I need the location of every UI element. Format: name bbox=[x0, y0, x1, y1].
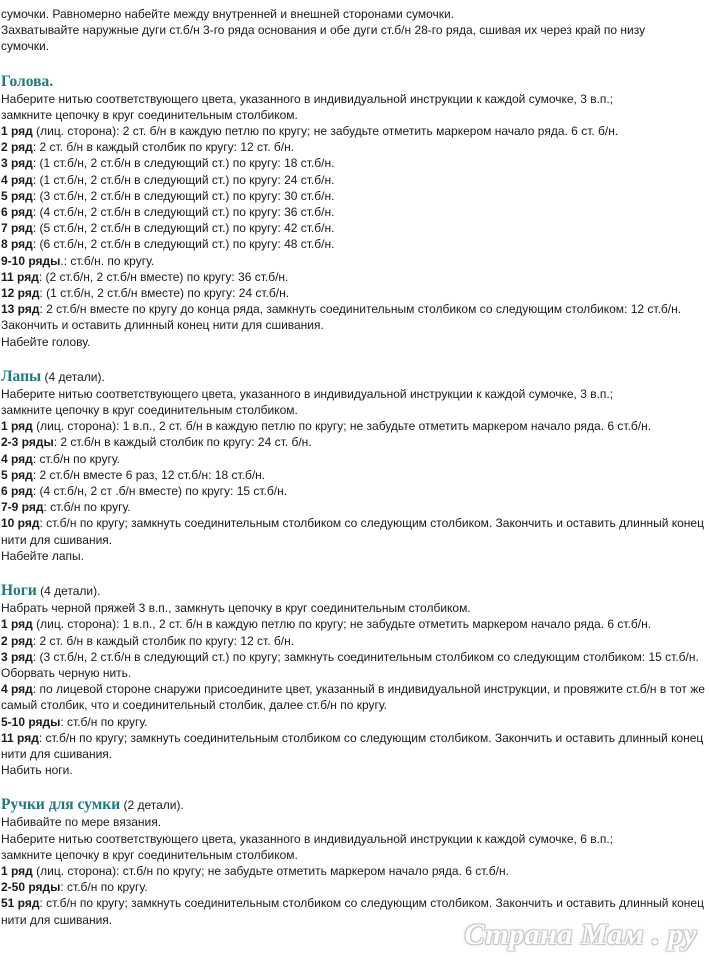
section-title-text: Ноги bbox=[1, 582, 37, 600]
instruction-line: замкните цепочку в круг соединительным столбиком. bbox=[1, 107, 298, 122]
section-footer: Набейте голову. bbox=[1, 334, 91, 349]
row-label: 1 ряд bbox=[1, 863, 33, 878]
instruction-line: замкните цепочку в круг соединительным столбиком. bbox=[1, 403, 298, 418]
row-label: 5-10 ряды bbox=[1, 714, 61, 729]
instruction-line: замкните цепочку в круг соединительным столбиком. bbox=[1, 847, 298, 862]
row-text: : ст.б/н по кругу; замкнуть соединительным столбиком со следующим столбиком. Закончить и оставить длинный конец нити для сшивания. bbox=[1, 516, 704, 547]
section-count: (4 детали). bbox=[36, 584, 101, 599]
intro-line: Захватывайте наружные дуги ст.б/н 3-го ряда основания и обе дуги ст.б/н 28-го ряда, сшивая их через край по низу bbox=[1, 23, 646, 38]
row-instruction bbox=[1, 730, 705, 762]
row-text: .: ст.б/н. по кругу. bbox=[60, 253, 155, 268]
row-instruction bbox=[1, 616, 705, 632]
row-label: 4 ряд bbox=[1, 451, 33, 466]
row-label: 6 ряд bbox=[1, 484, 33, 499]
row-instruction bbox=[1, 483, 705, 499]
row-text: : (2 ст.б/н, 2 ст.б/н вместе) по кругу: 36 ст.б/н. bbox=[38, 269, 289, 284]
row-text: : (5 ст.б/н, 2 ст.б/н в следующий ст.) по кругу: 42 ст.б/н. bbox=[32, 221, 335, 236]
section-title bbox=[1, 796, 705, 814]
row-label: 11 ряд bbox=[1, 730, 39, 745]
section-title bbox=[1, 582, 705, 600]
row-label: 13 ряд bbox=[1, 302, 40, 317]
row-text: : (4 ст.б/н, 2 ст.б/н в следующий ст.) по кругу: 36 ст.б/н. bbox=[32, 205, 335, 220]
row-label: 10 ряд bbox=[1, 516, 40, 531]
section-head bbox=[1, 73, 705, 350]
section-title-text: Лапы bbox=[1, 367, 42, 385]
row-text: : (3 ст.б/н, 2 ст.б/н в следующий ст.) по кругу: 30 ст.б/н. bbox=[32, 188, 335, 203]
row-instruction bbox=[1, 649, 705, 681]
row-text: : (3 ст.б/н, 2 ст.б/н в следующий ст.) по кругу; замкнуть соединительным столбиком со следующим столбиком: 15 ст.б/н. Оборвать черную нить. bbox=[1, 649, 699, 680]
row-text: (лиц. сторона): 1 в.п., 2 ст. б/н в каждую петлю по кругу; не забудьте отметить маркером начало ряда. 6 ст.б/н. bbox=[32, 419, 652, 434]
section-count: (2 детали). bbox=[120, 798, 184, 813]
row-label: 51 ряд bbox=[1, 896, 40, 911]
row-instruction bbox=[1, 139, 705, 155]
section-title bbox=[1, 368, 705, 386]
section-handles bbox=[1, 796, 705, 927]
row-label: 2-50 ряды bbox=[1, 880, 61, 895]
row-instruction bbox=[1, 220, 705, 236]
row-instruction bbox=[1, 879, 705, 895]
intro-line: сумочки. bbox=[1, 39, 50, 54]
row-label: 4 ряд bbox=[1, 172, 33, 187]
row-instruction bbox=[1, 253, 705, 269]
row-text: : (4 ст.б/н, 2 ст .б/н вместе) по кругу: 15 ст.б/н. bbox=[32, 484, 288, 499]
row-label: 11 ряд bbox=[1, 269, 39, 284]
row-label: 2-3 ряды bbox=[1, 435, 54, 450]
row-label: 7 ряд bbox=[1, 221, 33, 236]
row-label: 4 ряд bbox=[1, 682, 33, 697]
instruction-line: Наберите нитью соответствующего цвета, указанного в индивидуальной инструкции к каждой сумочке, 3 в.п.; bbox=[1, 91, 614, 106]
row-label: 1 ряд bbox=[1, 124, 33, 139]
row-text: : 2 ст.б/н в каждый столбик по кругу: 24 ст. б/н. bbox=[53, 435, 312, 450]
row-text: (лиц. сторона): ст.б/н по кругу; не забудьте отметить маркером начало ряда. 6 ст.б/н. bbox=[32, 863, 509, 878]
row-label: 8 ряд bbox=[1, 237, 33, 252]
row-text: : ст.б/н по кругу. bbox=[60, 880, 148, 895]
row-text: : ст.б/н по кругу. bbox=[60, 714, 148, 729]
row-label: 1 ряд bbox=[1, 419, 33, 434]
row-label: 7-9 ряд bbox=[1, 500, 44, 515]
row-text: : 2 ст.б/н вместе по кругу до конца ряда, замкнуть соединительным столбиком со следующим столбиком: 12 ст.б/н. Закончить и оставить длинный конец нити для сшивания. bbox=[1, 302, 682, 333]
row-label: 9-10 ряды bbox=[1, 253, 61, 268]
row-instruction bbox=[1, 204, 705, 220]
row-instruction bbox=[1, 633, 705, 649]
instruction-line: Набивайте по мере вязания. bbox=[1, 815, 162, 830]
row-label: 12 ряд bbox=[1, 286, 40, 301]
row-label: 2 ряд bbox=[1, 633, 33, 648]
row-label: 3 ряд bbox=[1, 156, 33, 171]
row-text: : ст.б/н по кругу; замкнуть соединительным столбиком со следующим столбиком. Закончить и оставить длинный конец нити для сшивания. bbox=[1, 730, 704, 761]
row-text: : по лицевой стороне снаружи присоедините цвет, указанный в индивидуальной инструкции, и провяжите ст.б/н в тот же самый столбик, что и соединительный столбик, далее ст.б/н по кругу. bbox=[1, 682, 705, 713]
row-instruction bbox=[1, 123, 705, 139]
intro-section bbox=[1, 6, 705, 55]
row-instruction bbox=[1, 188, 705, 204]
row-instruction bbox=[1, 863, 705, 879]
row-text: (лиц. сторона): 2 ст. б/н в каждую петлю по кругу; не забудьте отметить маркером начало ряда. 6 ст. б/н. bbox=[32, 124, 619, 139]
section-footer: Набить ноги. bbox=[1, 763, 73, 778]
row-label: 3 ряд bbox=[1, 649, 33, 664]
row-text: : 2 ст. б/н в каждый столбик по кругу: 12 ст. б/н. bbox=[32, 633, 295, 648]
row-text: : ст.б/н по кругу; замкнуть соединительным столбиком со следующим столбиком. Закончить и оставить длинный конец нити для сшивания. bbox=[1, 896, 704, 927]
row-instruction bbox=[1, 172, 705, 188]
row-text: : 2 ст. б/н в каждый столбик по кругу: 12 ст. б/н. bbox=[32, 140, 295, 155]
row-text: : 2 ст.б/н вместе 6 раз, 12 ст.б/н: 18 ст.б/н. bbox=[32, 467, 266, 482]
row-label: 2 ряд bbox=[1, 140, 33, 155]
row-text: : (1 ст.б/н, 2 ст.б/н в следующий ст.) по кругу: 18 ст.б/н. bbox=[32, 156, 335, 171]
row-instruction bbox=[1, 269, 705, 285]
section-title-text: Ручки для сумки bbox=[1, 796, 121, 814]
row-instruction bbox=[1, 451, 705, 467]
row-text: (лиц. сторона): 1 в.п., 2 ст. б/н в каждую петлю по кругу; не забудьте отметить маркером начало ряда. 6 ст.б/н. bbox=[32, 617, 652, 632]
intro-line: сумочки. Равномерно набейте между внутренней и внешней сторонами сумочки. bbox=[1, 7, 455, 21]
row-instruction bbox=[1, 499, 705, 515]
row-label: 6 ряд bbox=[1, 205, 33, 220]
row-text: : (6 ст.б/н, 2 ст.б/н в следующий ст.) по кругу: 48 ст.б/н. bbox=[32, 237, 335, 252]
section-count: (4 детали). bbox=[41, 369, 105, 384]
row-text: : ст.б/н по кругу. bbox=[32, 451, 120, 466]
section-footer: Набейте лапы. bbox=[1, 548, 84, 563]
row-text: : (1 ст.б/н, 2 ст.б/н вместе) по кругу: 24 ст.б/н. bbox=[39, 286, 290, 301]
row-instruction bbox=[1, 301, 705, 333]
row-instruction bbox=[1, 434, 705, 450]
row-instruction bbox=[1, 681, 705, 713]
row-instruction bbox=[1, 236, 705, 252]
section-title: Голова. bbox=[1, 72, 54, 90]
row-label: 5 ряд bbox=[1, 467, 33, 482]
row-instruction bbox=[1, 467, 705, 483]
row-instruction bbox=[1, 714, 705, 730]
row-label: 5 ряд bbox=[1, 188, 33, 203]
section-paws bbox=[1, 368, 705, 564]
row-text: : ст.б/н по кругу. bbox=[43, 500, 131, 515]
row-label: 1 ряд bbox=[1, 617, 33, 632]
row-instruction bbox=[1, 155, 705, 171]
row-instruction bbox=[1, 418, 705, 434]
section-legs bbox=[1, 582, 705, 778]
site-watermark: Страна Мам . ру bbox=[464, 918, 697, 951]
row-text: : (1 ст.б/н, 2 ст.б/н в следующий ст.) по кругу: 24 ст.б/н. bbox=[32, 172, 335, 187]
row-instruction bbox=[1, 515, 705, 547]
instruction-line: Наберите нитью соответствующего цвета, указанного в индивидуальной инструкции к каждой сумочке, 3 в.п.; bbox=[1, 386, 614, 401]
row-instruction bbox=[1, 285, 705, 301]
document-page bbox=[1, 6, 705, 928]
instruction-line: Наберите нитью соответствующего цвета, указанного в индивидуальной инструкции к каждой сумочке, 6 в.п.; bbox=[1, 831, 614, 846]
instruction-line: Набрать черной пряжей 3 в.п., замкнуть цепочку в круг соединительным столбиком. bbox=[1, 601, 471, 616]
